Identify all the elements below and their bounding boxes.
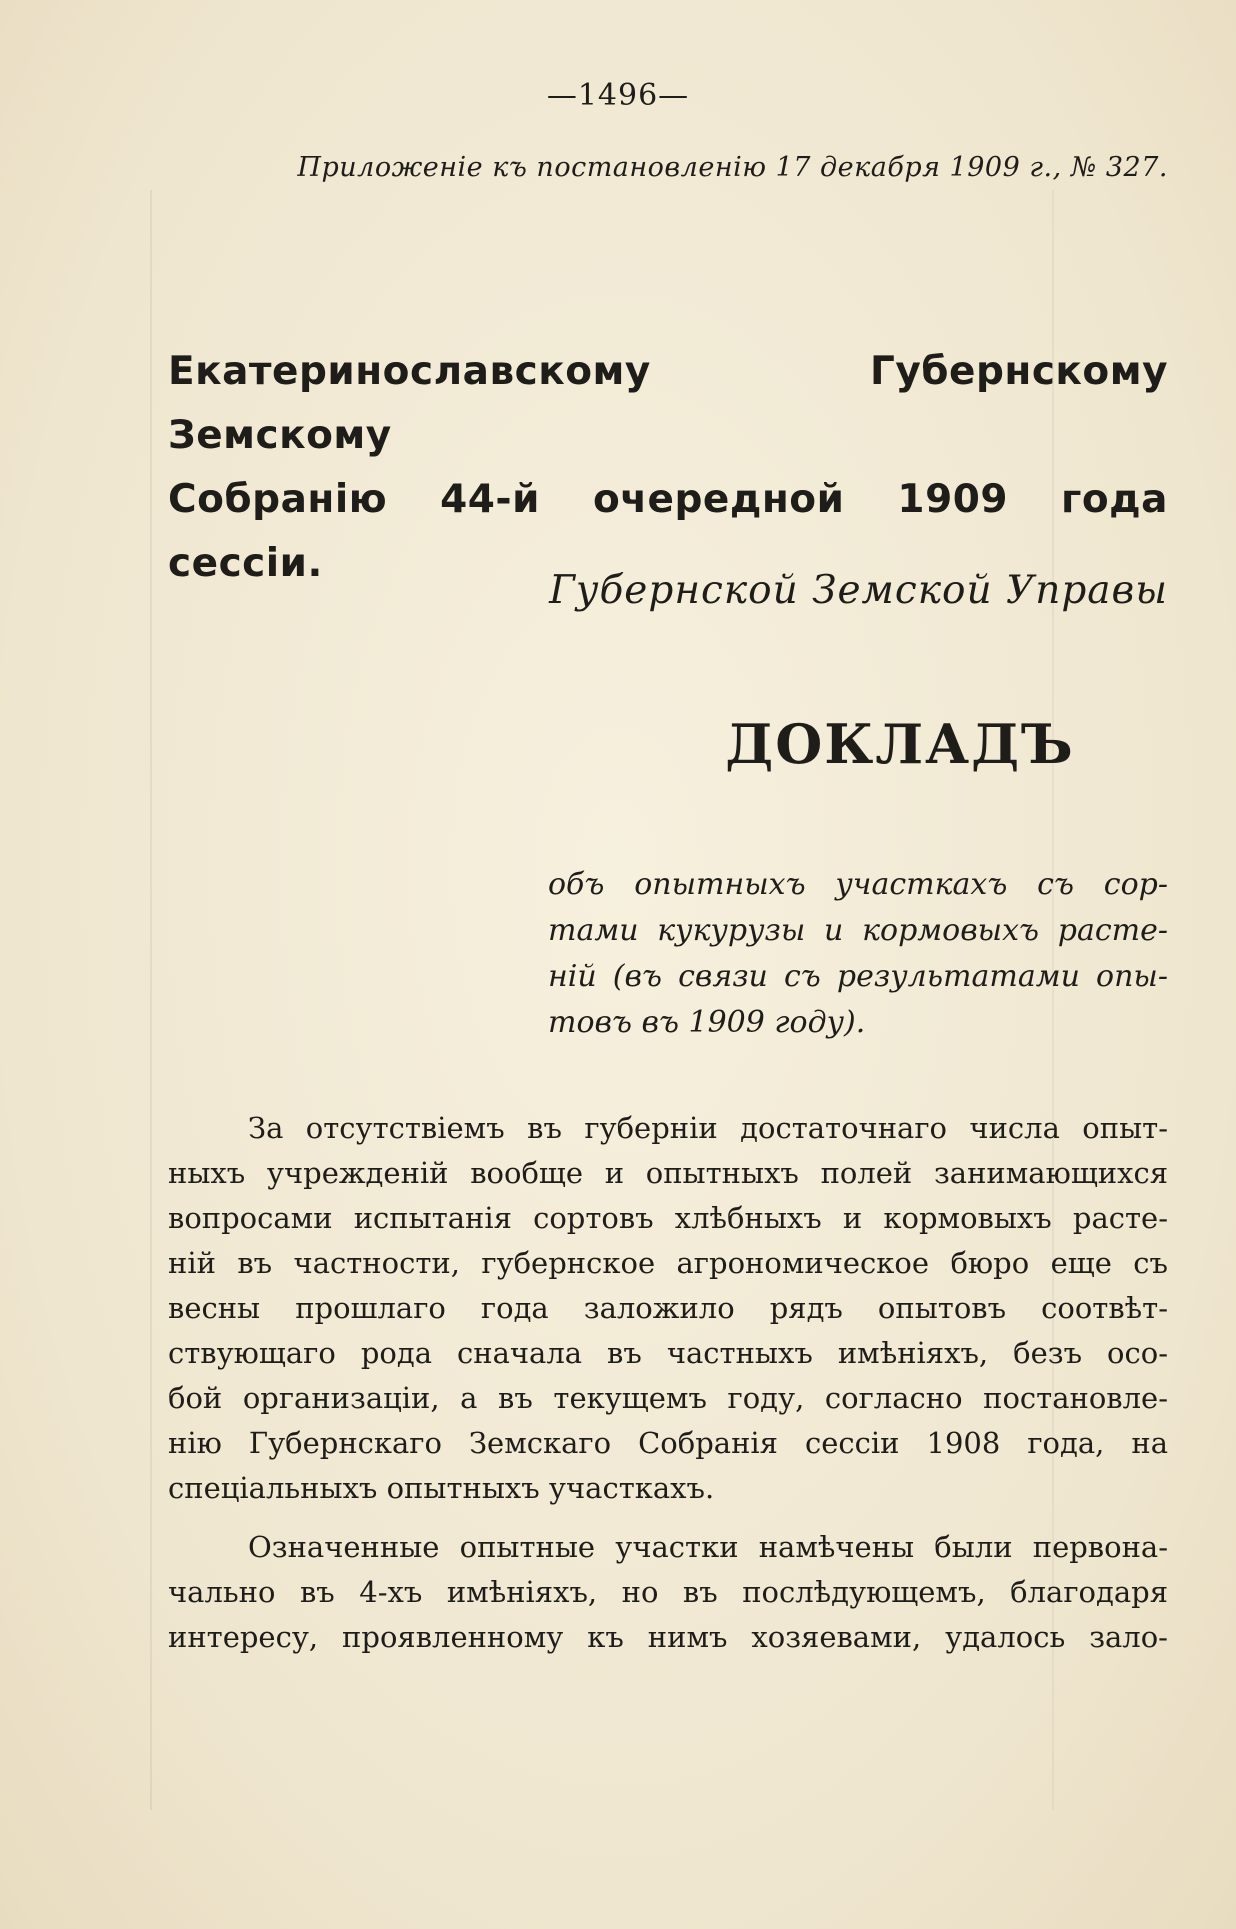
paragraph-gap	[168, 1511, 1168, 1525]
authority-line: Губернской Земской Управы	[549, 568, 1168, 613]
paragraph-1-line: вопросами испытанiя сортовъ хлѣбныхъ и кормовыхъ расте-	[168, 1201, 1168, 1235]
paragraph-2-line: Означенные опытные участки намѣчены были первона-	[248, 1530, 1168, 1564]
subject-block	[548, 862, 1168, 1046]
paragraph-1-line: ствующаго рода сначала въ частныхъ имѣнiяхъ, безъ осо-	[168, 1336, 1168, 1370]
paragraph-1-line: нiю Губернскаго Земскаго Собранiя сессiи 1908 года, на	[168, 1426, 1168, 1460]
paragraph-1-line: нiй въ частности, губернское агрономическое бюро еще съ	[168, 1246, 1168, 1280]
paragraph-2-line: чально въ 4-хъ имѣнiяхъ, но въ послѣдующемъ, благодаря	[168, 1575, 1168, 1609]
paragraph-1-line: бой организацiи, а въ текущемъ году, согласно постановле-	[168, 1381, 1168, 1415]
address-heading	[168, 340, 1168, 596]
paragraph-1-line: ныхъ учрежденiй вообще и опытныхъ полей занимающихся	[168, 1156, 1168, 1190]
paragraph-2-line: интересу, проявленному къ нимъ хозяевами, удалось зало-	[168, 1620, 1168, 1654]
appendix-note: Приложенiе къ постановленiю 17 декабря 1909 г., № 327.	[297, 152, 1168, 183]
subject-line: тами кукурузы и кормовыхъ расте-	[548, 913, 1168, 948]
page-number: —1496—	[546, 78, 690, 113]
paragraph-1-line: спецiальныхъ опытныхъ участкахъ.	[168, 1471, 715, 1505]
subject-line: объ опытныхъ участкахъ съ сор-	[548, 867, 1168, 902]
document-title: ДОКЛАДЪ	[725, 712, 1075, 776]
subject-line: нiй (въ связи съ результатами опы-	[548, 959, 1168, 994]
body-text	[168, 1106, 1168, 1660]
address-line-1: Екатеринославскому Губернскому Земскому	[168, 349, 1168, 458]
address-line-2: Собранiю 44-й очередной 1909 года сессiи.	[168, 477, 1168, 586]
paragraph-1-line: За отсутствiемъ въ губернiи достаточнаго числа опыт-	[248, 1111, 1168, 1145]
subject-line: товъ въ 1909 году).	[548, 1005, 866, 1040]
paragraph-1-line: весны прошлаго года заложило рядъ опытовъ соотвѣт-	[168, 1291, 1168, 1325]
